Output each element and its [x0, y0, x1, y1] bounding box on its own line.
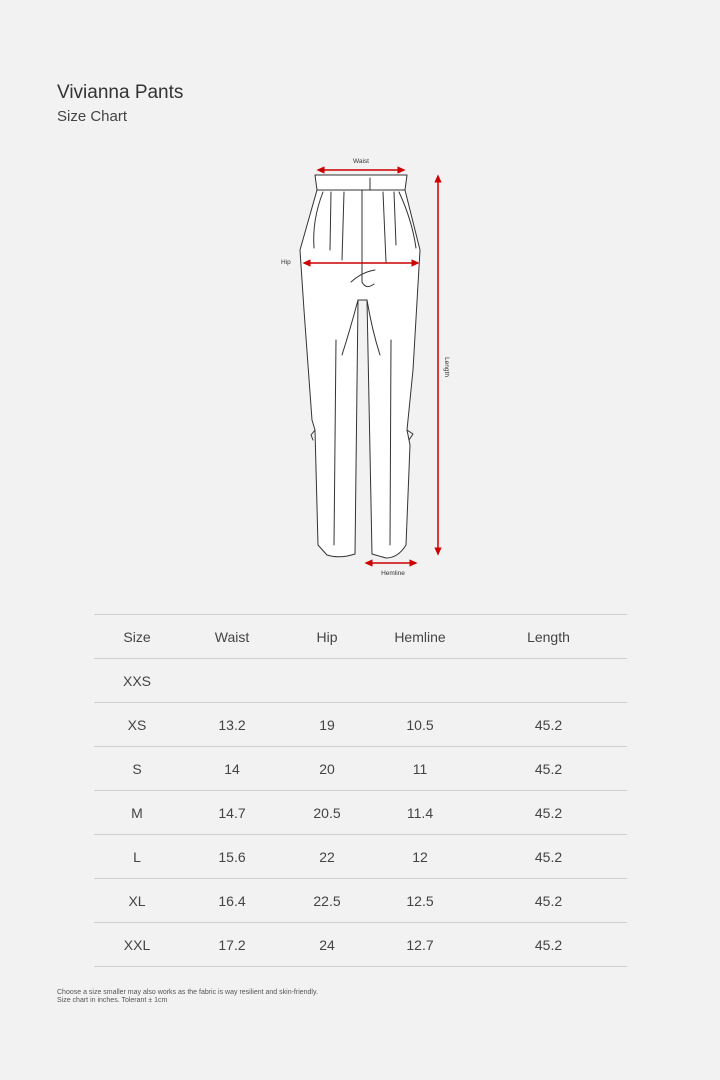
cell-hemline: 11.4: [370, 791, 470, 835]
table-row: [94, 923, 627, 967]
cell-length: [470, 659, 627, 703]
header-waist: Waist: [180, 615, 284, 659]
cell-length: 45.2: [470, 703, 627, 747]
pants-outline: [300, 175, 420, 558]
cell-size: XXS: [94, 659, 180, 703]
header-size: Size: [94, 615, 180, 659]
cell-length: 45.2: [470, 747, 627, 791]
page-title: Vivianna Pants: [57, 82, 184, 103]
cell-length: 45.2: [470, 791, 627, 835]
table-row: [94, 703, 627, 747]
cell-waist: 16.4: [180, 879, 284, 923]
hip-label: Hip: [281, 259, 291, 266]
cell-hemline: [370, 659, 470, 703]
cell-hip: 20: [284, 747, 370, 791]
cell-hip: 22.5: [284, 879, 370, 923]
size-table: [94, 614, 627, 967]
length-label: Length: [443, 357, 450, 377]
table-row: [94, 747, 627, 791]
table-row: [94, 835, 627, 879]
cell-size: XS: [94, 703, 180, 747]
cell-length: 45.2: [470, 923, 627, 967]
cell-waist: 14: [180, 747, 284, 791]
cell-length: 45.2: [470, 879, 627, 923]
size-notes: [57, 989, 318, 1005]
note-units: Size chart in inches. Tolerant ± 1cm: [57, 997, 168, 1004]
cell-size: M: [94, 791, 180, 835]
cell-waist: 15.6: [180, 835, 284, 879]
table-row: [94, 879, 627, 923]
hemline-label: Hemline: [381, 570, 405, 577]
cell-hip: [284, 659, 370, 703]
cell-hip: 20.5: [284, 791, 370, 835]
cell-waist: [180, 659, 284, 703]
cell-hemline: 12.5: [370, 879, 470, 923]
cell-size: XL: [94, 879, 180, 923]
cell-hip: 19: [284, 703, 370, 747]
cell-hemline: 12: [370, 835, 470, 879]
cell-hip: 22: [284, 835, 370, 879]
waist-label: Waist: [352, 158, 370, 165]
cell-hemline: 10.5: [370, 703, 470, 747]
table-row: [94, 791, 627, 835]
header-hemline: Hemline: [370, 615, 470, 659]
cell-hip: 24: [284, 923, 370, 967]
note-fit: Choose a size smaller may also works as the fabric is way resilient and skin-friendly.: [57, 989, 318, 996]
table-row: [94, 659, 627, 703]
cell-length: 45.2: [470, 835, 627, 879]
header-hip: Hip: [284, 615, 370, 659]
pants-illustration: [270, 150, 470, 580]
cell-hemline: 11: [370, 747, 470, 791]
cell-size: XXL: [94, 923, 180, 967]
page-subtitle: Size Chart: [57, 108, 128, 125]
header-length: Length: [470, 615, 627, 659]
cell-waist: 13.2: [180, 703, 284, 747]
cell-hemline: 12.7: [370, 923, 470, 967]
pants-diagram: [270, 150, 470, 580]
table-header-row: [94, 615, 627, 659]
cell-size: S: [94, 747, 180, 791]
cell-waist: 17.2: [180, 923, 284, 967]
cell-size: L: [94, 835, 180, 879]
cell-waist: 14.7: [180, 791, 284, 835]
